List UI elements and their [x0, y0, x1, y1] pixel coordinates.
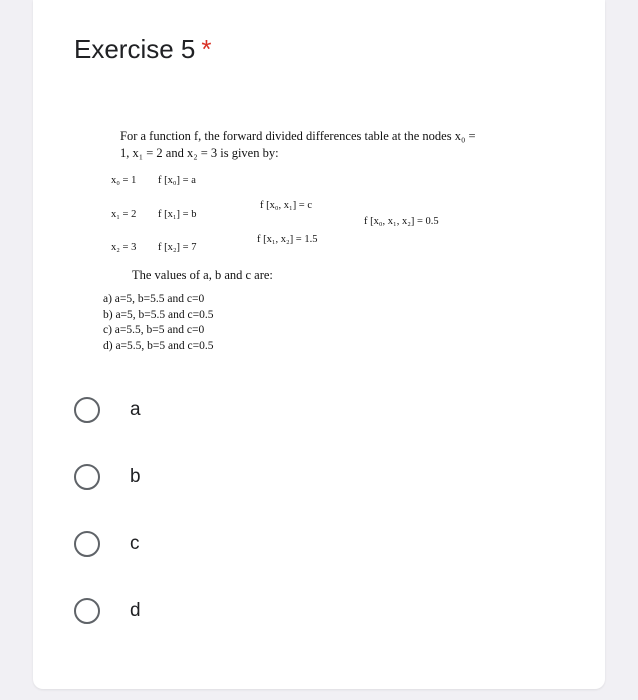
node-x1: x₁ = 2 [111, 209, 137, 220]
question-option-b: b) a=5, b=5.5 and c=0.5 [103, 308, 214, 321]
intro-line-1: For a function f, the forward divided differences table at the nodes x₀ = [120, 129, 476, 143]
value-f-x0-x1: f [x₀, x₁] = c [260, 200, 313, 211]
question-prompt: The values of a, b and c are: [132, 268, 273, 282]
radio-button-b[interactable] [74, 464, 100, 490]
node-x0: x₀ = 1 [111, 175, 137, 186]
question-option-d: d) a=5.5, b=5 and c=0.5 [103, 339, 214, 352]
value-f-x2: f [x₂] = 7 [158, 242, 197, 253]
question-options-list [103, 292, 213, 354]
choice-label-c: c [130, 533, 140, 554]
value-f-x1: f [x₁] = b [158, 209, 197, 220]
choice-label-b: b [130, 466, 141, 487]
question-option-a: a) a=5, b=5.5 and c=0 [103, 293, 205, 305]
node-x2: x₂ = 3 [111, 242, 137, 253]
choice-label-a: a [130, 399, 141, 420]
title-text: Exercise 5 [74, 34, 196, 64]
choice-d[interactable] [74, 594, 374, 628]
choice-label-d: d [130, 600, 141, 621]
question-title [74, 34, 212, 65]
intro-line-2: 1, x₁ = 2 and x₂ = 3 is given by: [120, 146, 279, 160]
radio-button-a[interactable] [74, 397, 100, 423]
choice-a[interactable] [74, 393, 374, 427]
radio-button-c[interactable] [74, 531, 100, 557]
choice-c[interactable] [74, 527, 374, 561]
question-image [96, 120, 526, 370]
value-f-x1-x2: f [x₁, x₂] = 1.5 [257, 234, 318, 245]
question-intro [120, 128, 520, 162]
value-f-x0: f [x₀] = a [158, 175, 196, 186]
value-f-x0-x1-x2: f [x₀, x₁, x₂] = 0.5 [364, 216, 439, 227]
required-asterisk: * [201, 34, 212, 64]
question-option-c: c) a=5.5, b=5 and c=0 [103, 324, 205, 337]
radio-button-d[interactable] [74, 598, 100, 624]
choice-b[interactable] [74, 460, 374, 494]
